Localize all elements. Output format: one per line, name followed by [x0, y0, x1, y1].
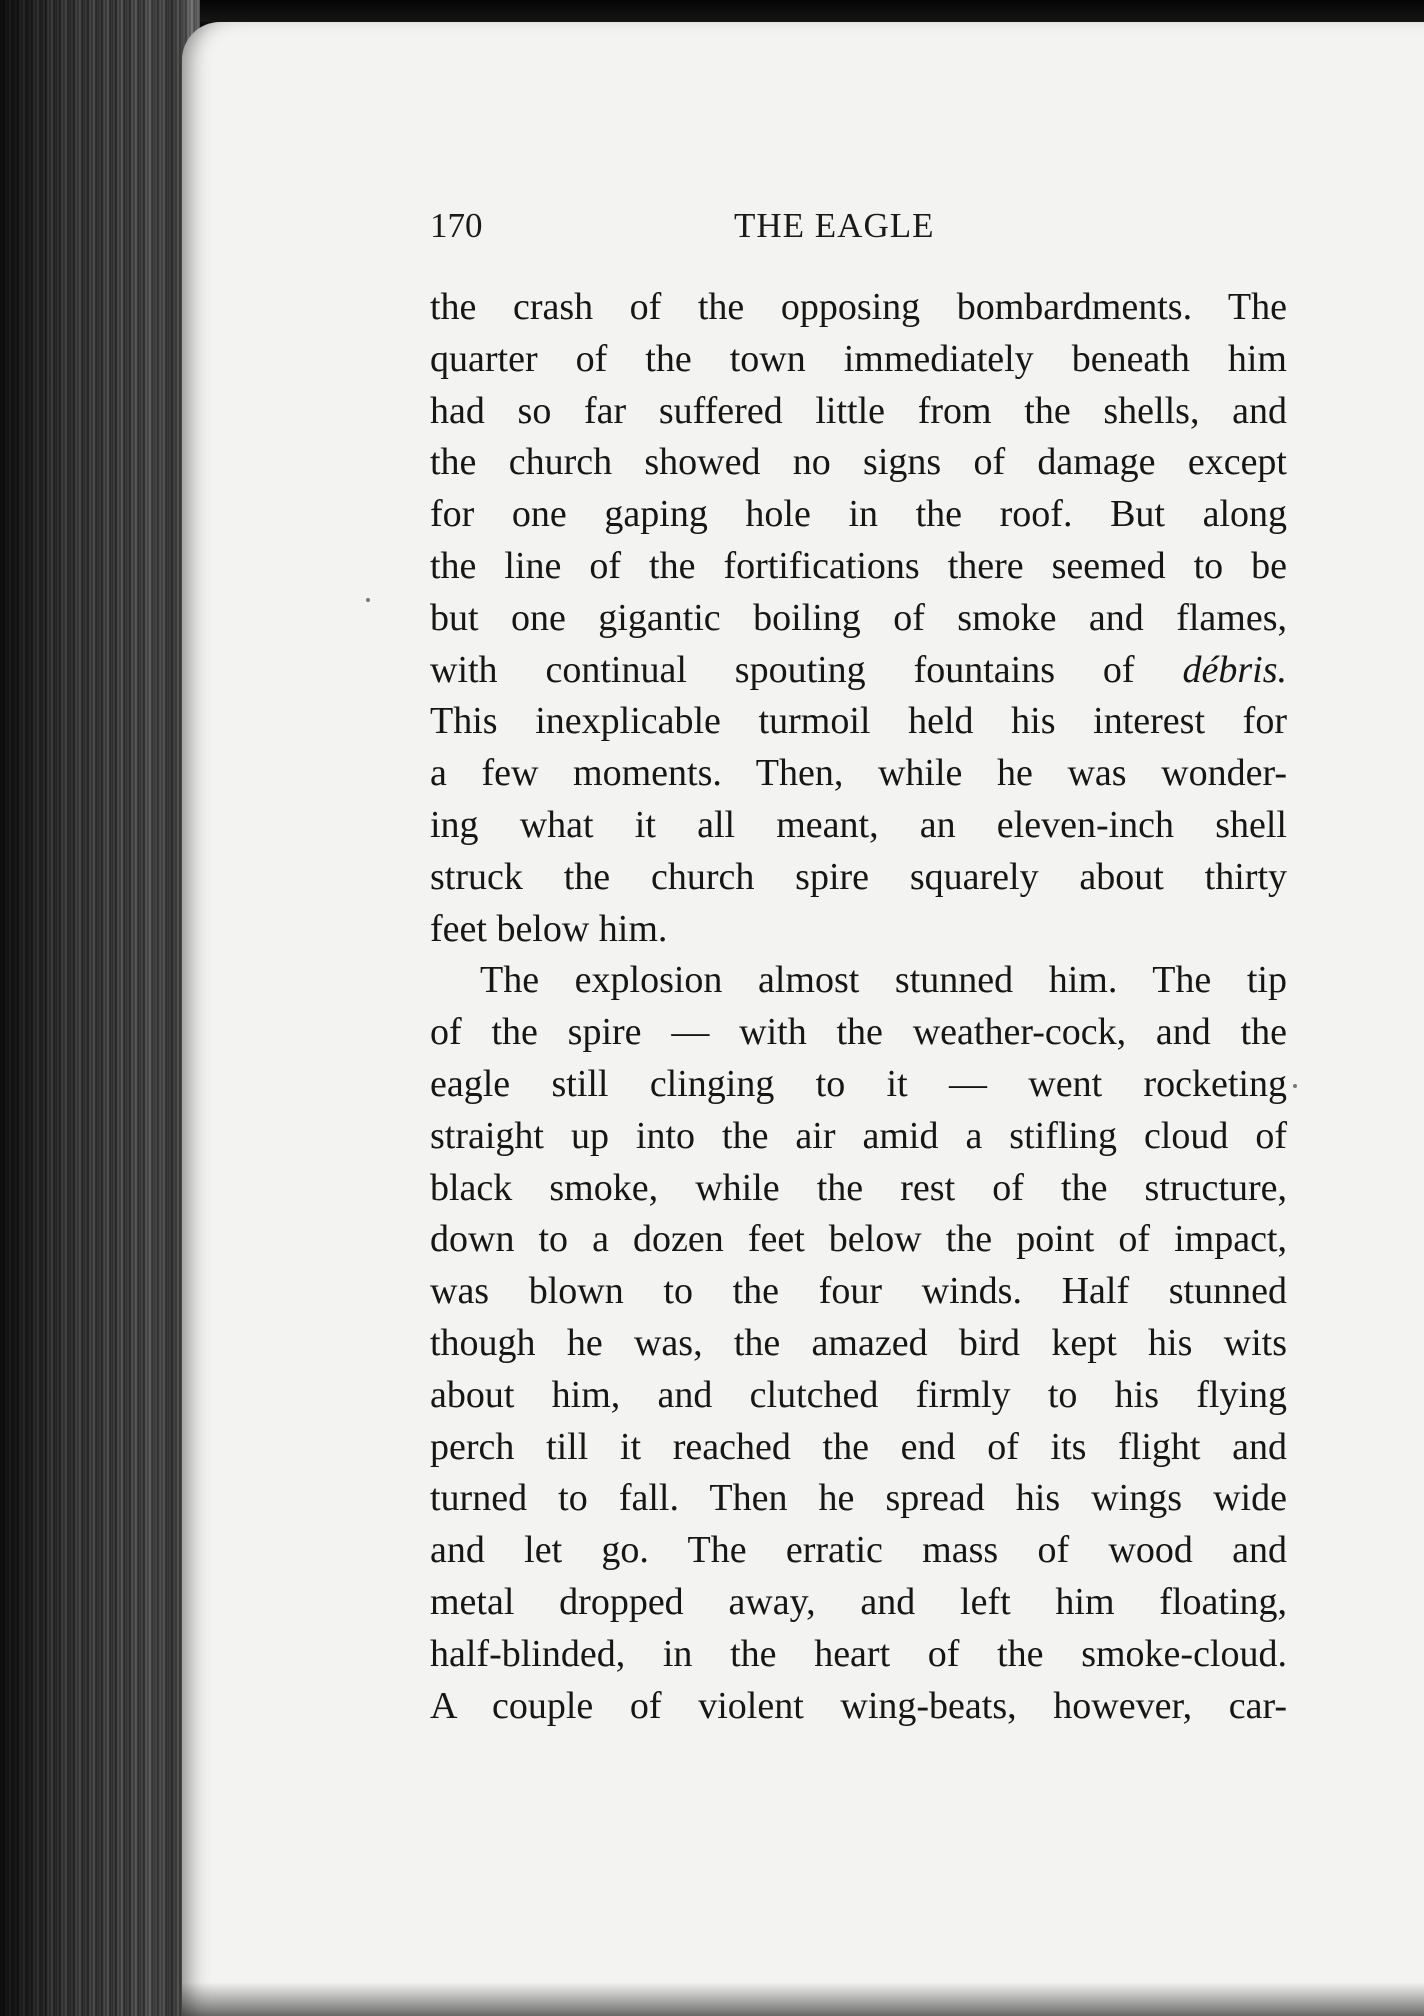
- text-line: A couple of violent wing-beats, however, car-: [430, 1684, 1287, 1727]
- text-line-with-italic: [430, 645, 1287, 697]
- page-header: [430, 206, 1290, 250]
- text-line: a few moments. Then, while he was wonder-: [430, 752, 1287, 795]
- line-text: with continual spouting fountains of: [430, 648, 1135, 691]
- body-text: [430, 282, 1287, 1732]
- text-line: feet below him.: [430, 907, 668, 950]
- text-line: the church showed no signs of damage except: [430, 441, 1287, 484]
- text-line: had so far suffered little from the shells, and: [430, 389, 1287, 432]
- text-line: down to a dozen feet below the point of impact,: [430, 1218, 1287, 1261]
- text-line: the crash of the opposing bombardments. The: [430, 286, 1287, 328]
- top-shadow: [0, 0, 1424, 22]
- text-line: quarter of the town immediately beneath him: [430, 337, 1287, 380]
- paper-speck: [366, 598, 370, 602]
- text-line: ing what it all meant, an eleven-inch shell: [430, 803, 1287, 846]
- text-line: straight up into the air amid a stifling cloud of: [430, 1114, 1287, 1157]
- text-line: about him, and clutched firmly to his flying: [430, 1373, 1287, 1416]
- text-line: This inexplicable turmoil held his interest for: [430, 700, 1287, 743]
- page-number: 170: [430, 206, 483, 245]
- text-line: eagle still clinging to it — went rocketing: [430, 1062, 1287, 1105]
- text-line: though he was, the amazed bird kept his wits: [430, 1321, 1287, 1364]
- text-line: turned to fall. Then he spread his wings wide: [430, 1477, 1287, 1520]
- text-line: metal dropped away, and left him floating,: [430, 1580, 1287, 1623]
- paragraph-start-line: The explosion almost stunned him. The tip: [480, 959, 1287, 1002]
- text-line: half-blinded, in the heart of the smoke-cloud.: [430, 1632, 1287, 1675]
- text-line: for one gaping hole in the roof. But along: [430, 493, 1287, 536]
- text-line: was blown to the four winds. Half stunned: [430, 1270, 1287, 1313]
- paper-speck: [1293, 1084, 1297, 1088]
- text-line: of the spire — with the weather-cock, and the: [430, 1011, 1287, 1054]
- text-line: but one gigantic boiling of smoke and flames,: [430, 596, 1287, 639]
- italic-word: débris.: [1182, 648, 1288, 691]
- text-line: perch till it reached the end of its flight and: [430, 1425, 1287, 1468]
- text-line: the line of the fortifications there seemed to be: [430, 544, 1287, 587]
- running-head: THE EAGLE: [734, 206, 935, 245]
- text-line: and let go. The erratic mass of wood and: [430, 1529, 1287, 1572]
- text-line: struck the church spire squarely about thirty: [430, 855, 1287, 898]
- text-line: black smoke, while the rest of the structure,: [430, 1166, 1287, 1209]
